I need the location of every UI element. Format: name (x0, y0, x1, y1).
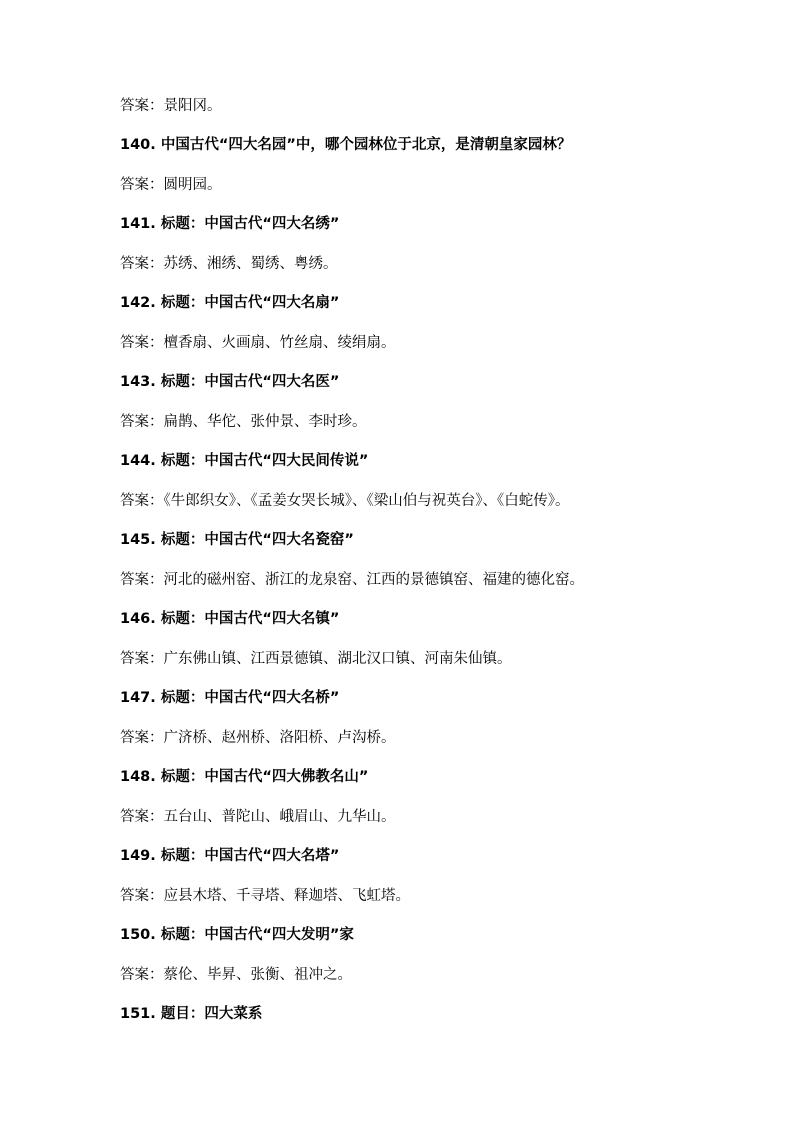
question-line: 150. 标题：中国古代“四大发明”家 (120, 927, 354, 943)
answer-line: 答案：广东佛山镇、江西景德镇、湖北汉口镇、河南朱仙镇。 (120, 651, 512, 667)
question-line: 145. 标题：中国古代“四大名瓷窑” (120, 532, 354, 548)
answer-line: 答案：苏绣、湘绣、蜀绣、粤绣。 (120, 256, 338, 272)
question-line: 144. 标题：中国古代“四大民间传说” (120, 453, 369, 469)
answer-line: 答案：景阳冈。 (120, 98, 222, 114)
answer-line: 答案：河北的磁州窑、浙江的龙泉窑、江西的景德镇窑、福建的德化窑。 (120, 572, 584, 588)
answer-line: 答案：蔡伦、毕昇、张衡、祖冲之。 (120, 967, 352, 983)
question-line: 141. 标题：中国古代“四大名绣” (120, 216, 340, 232)
answer-line: 答案：广济桥、赵州桥、洛阳桥、卢沟桥。 (120, 730, 396, 746)
answer-line: 答案：扁鹊、华佗、张仲景、李时珍。 (120, 414, 367, 430)
answer-line: 答案：应县木塔、千寻塔、释迦塔、飞虹塔。 (120, 888, 410, 904)
answer-line: 答案：圆明园。 (120, 177, 222, 193)
answer-line: 答案：五台山、普陀山、峨眉山、九华山。 (120, 809, 396, 825)
question-line: 151. 题目：四大菜系 (120, 1006, 263, 1022)
question-line: 143. 标题：中国古代“四大名医” (120, 374, 340, 390)
question-line: 149. 标题：中国古代“四大名塔” (120, 848, 340, 864)
answer-line: 答案：檀香扇、火画扇、竹丝扇、绫绢扇。 (120, 335, 396, 351)
question-line: 147. 标题：中国古代“四大名桥” (120, 690, 340, 706)
question-line: 148. 标题：中国古代“四大佛教名山” (120, 769, 369, 785)
answer-line: 答案：《牛郎织女》、《孟姜女哭长城》、《梁山伯与祝英台》、《白蛇传》。 (120, 493, 570, 509)
question-line: 142. 标题：中国古代“四大名扇” (120, 295, 340, 311)
question-line: 140. 中国古代“四大名园”中，哪个园林位于北京，是清朝皇家园林？ (120, 137, 572, 153)
question-line: 146. 标题：中国古代“四大名镇” (120, 611, 340, 627)
